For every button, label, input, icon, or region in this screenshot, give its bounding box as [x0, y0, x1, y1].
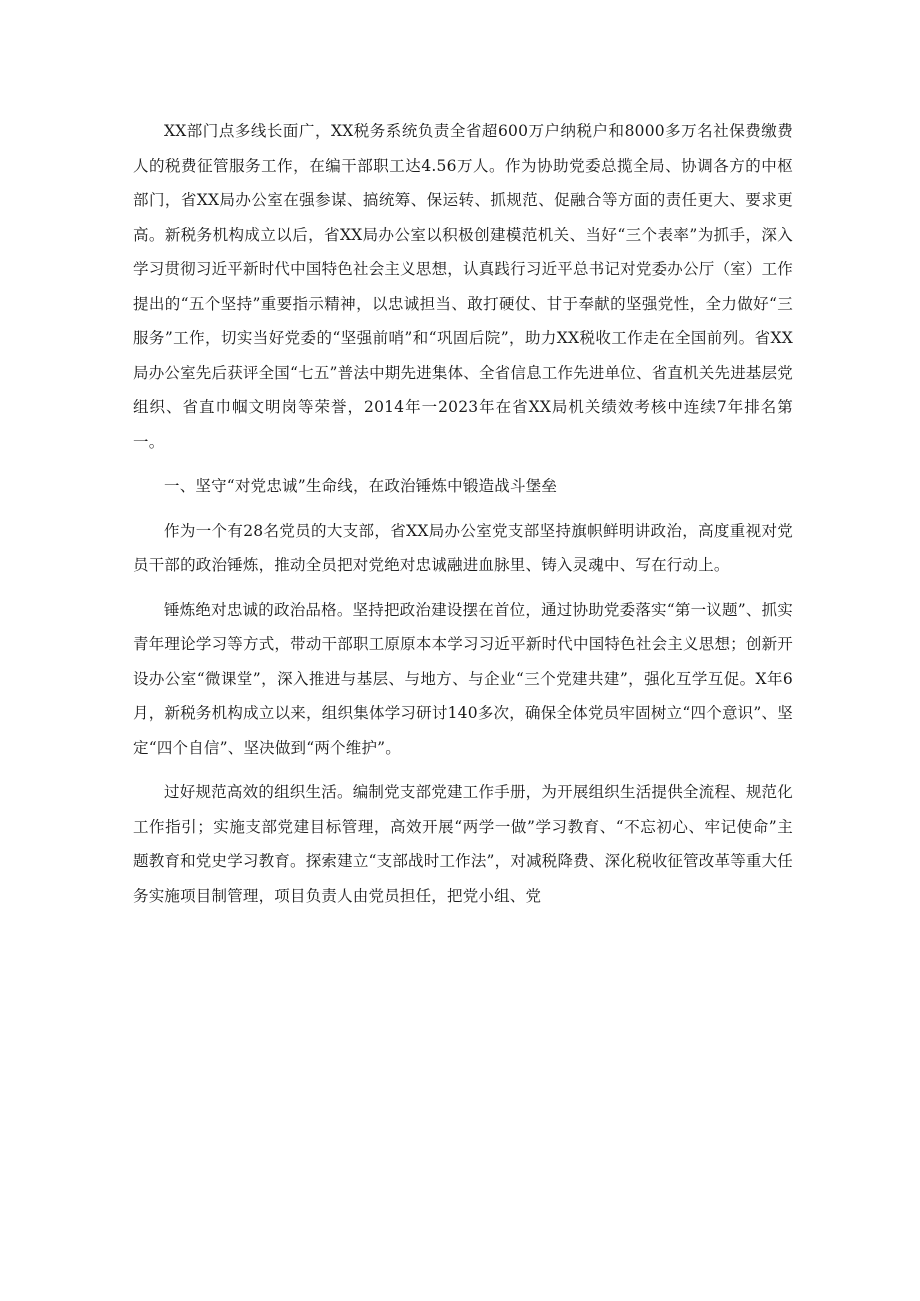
- body-paragraph-1: 作为一个有28名党员的大支部，省XX局办公室党支部坚持旗帜鲜明讲政治，高度重视对党员干部的政治锤炼，推动全员把对党绝对忠诚融进血脉里、铸入灵魂中、写在行动上。: [133, 521, 793, 574]
- section-heading: 一、坚守“对党忠诚”生命线，在政治锤炼中锻造战斗堡垒: [164, 477, 558, 495]
- intro-paragraph: XX部门点多线长面广，XX税务系统负责全省超600万户纳税户和8000多万名社保费缴费人的税费征管服务工作，在编干部职工达4.56万人。作为协助党委总揽全局、协调各方的中枢部门，省XX局办公室在强参谋、搞统筹、保运转、抓规范、促融合等方面的责任更大、要求更高。新税务机构成立以后，省XX局办公室以积极创建模范机关、当好“三个表率”为抓手，深入学习贯彻习近平新时代中国特色社会主义思想，认真践行习近平总书记对党委办公厅（室）工作提出的“五个坚持”重要指示精神，以忠诚担当、敢打硬仗、甘于奉献的坚强党性，全力做好“三服务”工作，切实当好党委的“坚强前哨”和“巩固后院”，助力XX税收工作走在全国前列。省XX局办公室先后获评全国“七五”普法中期先进集体、全省信息工作先进单位、省直机关先进基层党组织、省直巾帼文明岗等荣誉，2014年一2023年在省XX局机关绩效考核中连续7年排名第一。: [133, 122, 793, 451]
- body-paragraph-3: 过好规范高效的组织生活。编制党支部党建工作手册，为开展组织生活提供全流程、规范化工作指引；实施支部党建目标管理，高效开展“两学一做”学习教育、“不忘初心、牢记使命”主题教育和党史学习教育。探索建立“支部战时工作法”，对减税降费、深化税收征管改革等重大任务实施项目制管理，项目负责人由党员担任，把党小组、党: [133, 783, 793, 905]
- document-body: [133, 114, 793, 913]
- body-paragraph-2: 锤炼绝对忠诚的政治品格。坚持把政治建设摆在首位，通过协助党委落实“第一议题”、抓实青年理论学习等方式，带动干部职工原原本本学习习近平新时代中国特色社会主义思想；创新开设办公室“微课堂”，深入推进与基层、与地方、与企业“三个党建共建”，强化互学互促。X年6月，新税务机构成立以来，组织集体学习研讨140多次，确保全体党员牢固树立“四个意识”、坚定“四个自信”、坚决做到“两个维护”。: [133, 600, 793, 757]
